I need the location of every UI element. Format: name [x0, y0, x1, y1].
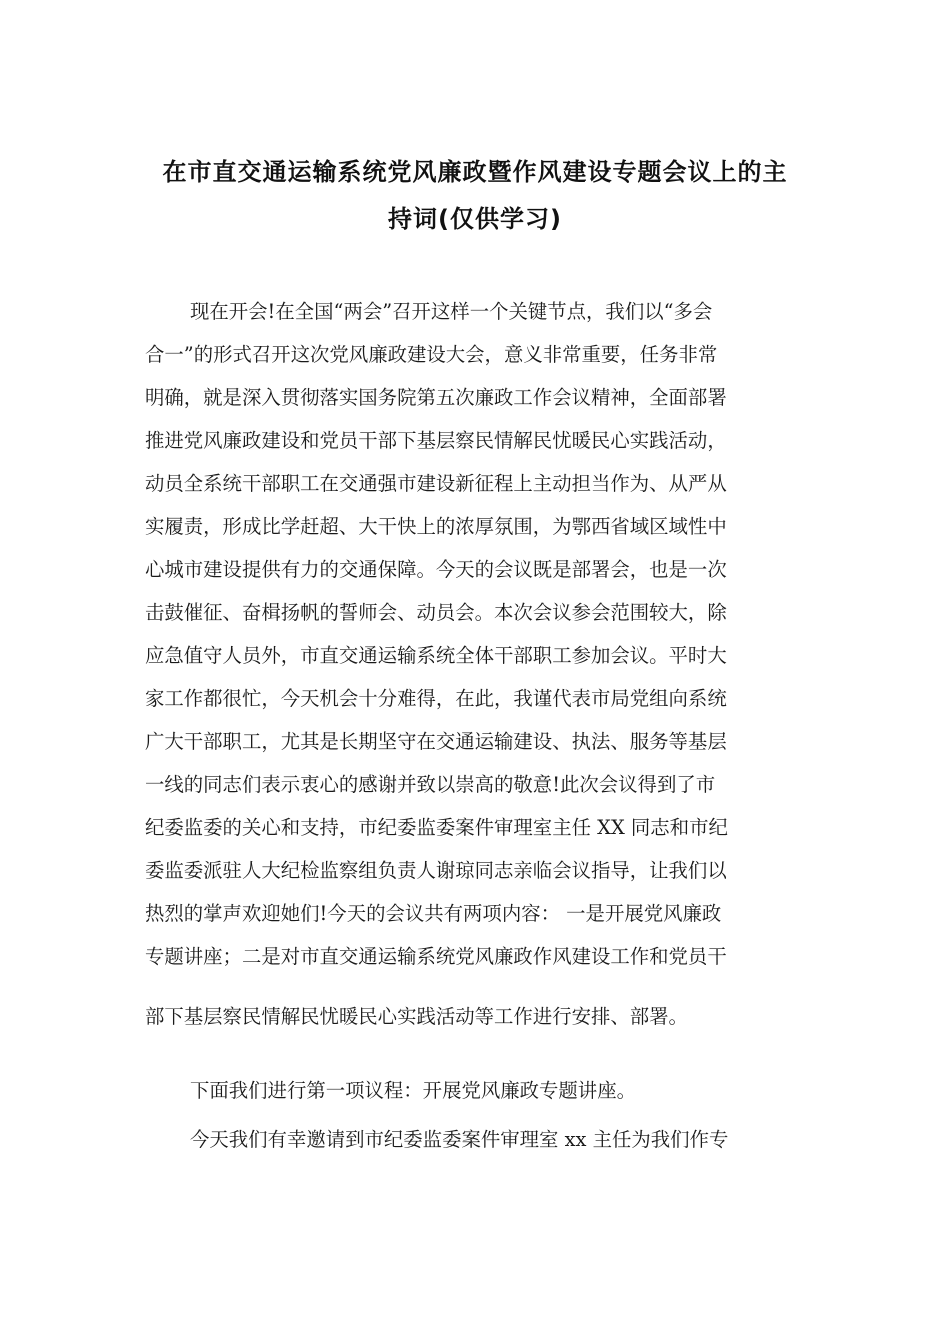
body-line: 推进党风廉政建设和党员干部下基层察民情解民忧暖民心实践活动， — [145, 429, 727, 452]
body-line: 委监委派驻人大纪检监察组负责人谢琼同志亲临会议指导，让我们以 — [145, 859, 727, 882]
document-title-line-2: 持词(仅供学习) — [388, 205, 562, 233]
body-line: 动员全系统干部职工在交通强市建设新征程上主动担当作为、从严从 — [145, 472, 727, 495]
body-line: 纪委监委的关心和支持，市纪委监委案件审理室主任 XX 同志和市纪 — [145, 816, 728, 839]
body-line: 合一”的形式召开这次党风廉政建设大会，意义非常重要，任务非常 — [145, 343, 718, 366]
body-line: 部下基层察民情解民忧暖民心实践活动等工作进行安排、部署。 — [145, 1005, 688, 1028]
document-title-line-1: 在市直交通运输系统党风廉政暨作风建设专题会议上的主 — [162, 158, 788, 186]
body-line: 热烈的掌声欢迎她们!今天的会议共有两项内容： 一是开展党风廉政 — [145, 902, 722, 925]
body-line: 击鼓催征、奋楫扬帆的誓师会、动员会。本次会议参会范围较大，除 — [145, 601, 727, 624]
paragraph-agenda-item-1: 下面我们进行第一项议程：开展党风廉政专题讲座。 — [190, 1079, 636, 1102]
body-line: 现在开会!在全国“两会”召开这样一个关键节点，我们以“多会 — [190, 300, 713, 323]
paragraph-speaker-intro: 今天我们有幸邀请到市纪委监委案件审理室 xx 主任为我们作专 — [190, 1128, 729, 1151]
body-line: 应急值守人员外，市直交通运输系统全体干部职工参加会议。平时大 — [145, 644, 727, 667]
body-line: 一线的同志们表示衷心的感谢并致以崇高的敬意!此次会议得到了市 — [145, 773, 716, 796]
body-line: 实履责，形成比学赶超、大干快上的浓厚氛围，为鄂西省域区域性中 — [145, 515, 727, 538]
body-line: 心城市建设提供有力的交通保障。今天的会议既是部署会，也是一次 — [145, 558, 727, 581]
body-line: 广大干部职工，尤其是长期坚守在交通运输建设、执法、服务等基层 — [145, 730, 727, 753]
body-line: 明确，就是深入贯彻落实国务院第五次廉政工作会议精神，全面部署 — [145, 386, 727, 409]
body-line: 家工作都很忙，今天机会十分难得，在此，我谨代表市局党组向系统 — [145, 687, 727, 710]
body-line: 专题讲座；二是对市直交通运输系统党风廉政作风建设工作和党员干 — [145, 945, 727, 968]
